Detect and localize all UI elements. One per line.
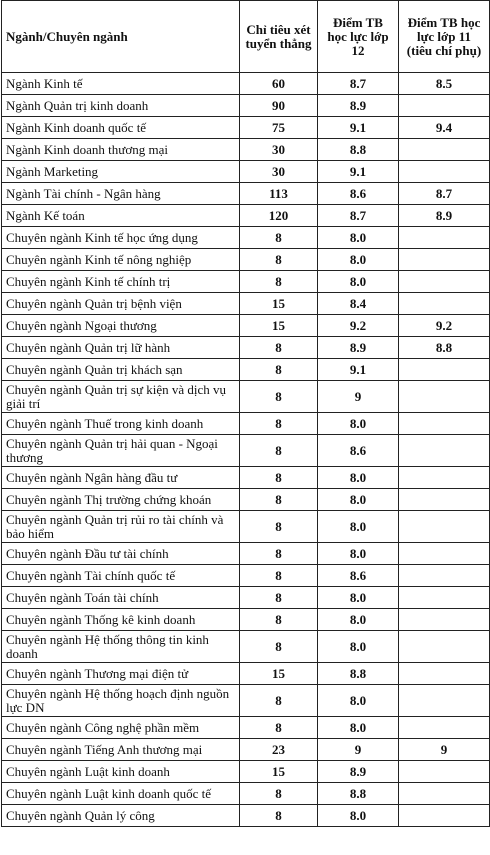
table-row [2,739,490,761]
gpa12-cell: 8.8 [318,663,399,685]
table-row [2,761,490,783]
gpa12-cell: 9.1 [318,359,399,381]
table-row [2,117,490,139]
quota-cell: 8 [240,565,318,587]
gpa12-cell: 8.0 [318,227,399,249]
major-name-cell: Chuyên ngành Quản trị rủi ro tài chính và bảo hiểm [2,511,240,543]
major-name-cell: Chuyên ngành Kinh tế nông nghiệp [2,249,240,271]
gpa11-cell: 9.2 [399,315,490,337]
gpa11-cell [399,227,490,249]
major-name-cell: Ngành Quản trị kinh doanh [2,95,240,117]
gpa11-cell [399,609,490,631]
gpa12-cell: 9 [318,739,399,761]
gpa12-cell: 8.0 [318,717,399,739]
major-name-cell: Chuyên ngành Quản lý công [2,805,240,827]
table-row [2,337,490,359]
quota-cell: 15 [240,315,318,337]
table-row [2,489,490,511]
gpa12-cell: 9 [318,381,399,413]
table-row [2,663,490,685]
table-row [2,381,490,413]
quota-cell: 8 [240,337,318,359]
gpa11-cell [399,685,490,717]
quota-cell: 8 [240,249,318,271]
quota-cell: 8 [240,631,318,663]
gpa11-cell [399,587,490,609]
table-row [2,467,490,489]
gpa11-cell [399,359,490,381]
gpa11-cell [399,543,490,565]
header-gpa12: Điểm TB học lực lớp 12 [318,1,399,73]
quota-cell: 30 [240,161,318,183]
table-row [2,249,490,271]
gpa11-cell [399,435,490,467]
major-name-cell: Chuyên ngành Tiếng Anh thương mại [2,739,240,761]
header-gpa11: Điểm TB học lực lớp 11 (tiêu chí phụ) [399,1,490,73]
table-row [2,685,490,717]
gpa12-cell: 8.0 [318,631,399,663]
quota-cell: 15 [240,761,318,783]
major-name-cell: Ngành Kinh doanh thương mại [2,139,240,161]
header-row [2,1,490,73]
quota-cell: 8 [240,587,318,609]
table-row [2,565,490,587]
major-name-cell: Ngành Marketing [2,161,240,183]
quota-cell: 8 [240,717,318,739]
major-name-cell: Chuyên ngành Luật kinh doanh [2,761,240,783]
gpa12-cell: 8.7 [318,73,399,95]
gpa11-cell [399,631,490,663]
gpa12-cell: 8.0 [318,685,399,717]
table-row [2,717,490,739]
quota-cell: 60 [240,73,318,95]
major-name-cell: Ngành Kế toán [2,205,240,227]
gpa12-cell: 8.7 [318,205,399,227]
major-name-cell: Chuyên ngành Hệ thống thông tin kinh doanh [2,631,240,663]
gpa11-cell [399,511,490,543]
quota-cell: 8 [240,783,318,805]
major-name-cell: Chuyên ngành Quản trị bệnh viện [2,293,240,315]
table-row [2,315,490,337]
table-row [2,161,490,183]
gpa12-cell: 8.0 [318,805,399,827]
gpa11-cell [399,161,490,183]
table-row [2,183,490,205]
gpa12-cell: 9.2 [318,315,399,337]
table-row [2,783,490,805]
gpa12-cell: 8.0 [318,489,399,511]
gpa11-cell: 8.5 [399,73,490,95]
quota-cell: 8 [240,609,318,631]
major-name-cell: Chuyên ngành Thuế trong kinh doanh [2,413,240,435]
gpa11-cell [399,293,490,315]
gpa11-cell [399,467,490,489]
gpa11-cell [399,139,490,161]
gpa12-cell: 8.6 [318,565,399,587]
header-major: Ngành/Chuyên ngành [2,1,240,73]
major-name-cell: Chuyên ngành Toán tài chính [2,587,240,609]
quota-cell: 8 [240,685,318,717]
table-row [2,413,490,435]
gpa12-cell: 8.0 [318,467,399,489]
major-name-cell: Chuyên ngành Tài chính quốc tế [2,565,240,587]
major-name-cell: Chuyên ngành Hệ thống hoạch định nguồn lực DN [2,685,240,717]
major-name-cell: Chuyên ngành Quản trị sự kiện và dịch vụ giải trí [2,381,240,413]
gpa12-cell: 8.0 [318,271,399,293]
gpa11-cell: 8.7 [399,183,490,205]
gpa12-cell: 8.0 [318,609,399,631]
quota-cell: 15 [240,293,318,315]
gpa12-cell: 8.0 [318,587,399,609]
quota-cell: 90 [240,95,318,117]
major-name-cell: Ngành Kinh tế [2,73,240,95]
table-row [2,293,490,315]
table-row [2,587,490,609]
gpa11-cell [399,95,490,117]
table-row [2,73,490,95]
gpa12-cell: 8.9 [318,761,399,783]
gpa11-cell: 8.9 [399,205,490,227]
gpa11-cell [399,805,490,827]
major-name-cell: Ngành Kinh doanh quốc tế [2,117,240,139]
admission-table [1,0,490,827]
header-quota: Chỉ tiêu xét tuyển thẳng [240,1,318,73]
gpa11-cell [399,565,490,587]
gpa11-cell [399,783,490,805]
gpa12-cell: 8.6 [318,183,399,205]
major-name-cell: Chuyên ngành Ngân hàng đầu tư [2,467,240,489]
gpa12-cell: 8.9 [318,95,399,117]
gpa12-cell: 8.0 [318,511,399,543]
gpa11-cell [399,489,490,511]
quota-cell: 8 [240,489,318,511]
quota-cell: 8 [240,543,318,565]
gpa12-cell: 8.8 [318,139,399,161]
gpa11-cell [399,413,490,435]
quota-cell: 8 [240,413,318,435]
table-row [2,359,490,381]
quota-cell: 8 [240,271,318,293]
table-row [2,805,490,827]
major-name-cell: Chuyên ngành Quản trị khách sạn [2,359,240,381]
gpa11-cell: 8.8 [399,337,490,359]
major-name-cell: Chuyên ngành Luật kinh doanh quốc tế [2,783,240,805]
quota-cell: 8 [240,435,318,467]
table-row [2,271,490,293]
table-row [2,609,490,631]
major-name-cell: Chuyên ngành Thống kê kinh doanh [2,609,240,631]
quota-cell: 8 [240,467,318,489]
major-name-cell: Chuyên ngành Công nghệ phần mềm [2,717,240,739]
quota-cell: 30 [240,139,318,161]
major-name-cell: Chuyên ngành Quản trị hải quan - Ngoại thương [2,435,240,467]
major-name-cell: Chuyên ngành Kinh tế học ứng dụng [2,227,240,249]
major-name-cell: Chuyên ngành Đầu tư tài chính [2,543,240,565]
table-row [2,435,490,467]
gpa11-cell: 9.4 [399,117,490,139]
gpa11-cell [399,761,490,783]
gpa12-cell: 8.9 [318,337,399,359]
quota-cell: 8 [240,227,318,249]
table-row [2,205,490,227]
gpa12-cell: 8.0 [318,249,399,271]
table-row [2,511,490,543]
quota-cell: 8 [240,359,318,381]
gpa12-cell: 9.1 [318,161,399,183]
major-name-cell: Chuyên ngành Ngoại thương [2,315,240,337]
major-name-cell: Chuyên ngành Quản trị lữ hành [2,337,240,359]
gpa11-cell [399,381,490,413]
gpa12-cell: 8.8 [318,783,399,805]
quota-cell: 8 [240,805,318,827]
gpa11-cell: 9 [399,739,490,761]
major-name-cell: Chuyên ngành Thị trường chứng khoán [2,489,240,511]
quota-cell: 113 [240,183,318,205]
gpa12-cell: 8.6 [318,435,399,467]
major-name-cell: Chuyên ngành Thương mại điện tử [2,663,240,685]
table-row [2,543,490,565]
gpa12-cell: 8.0 [318,413,399,435]
table-body [2,73,490,827]
gpa11-cell [399,717,490,739]
quota-cell: 8 [240,381,318,413]
gpa12-cell: 8.4 [318,293,399,315]
quota-cell: 120 [240,205,318,227]
quota-cell: 75 [240,117,318,139]
table-row [2,139,490,161]
major-name-cell: Chuyên ngành Kinh tế chính trị [2,271,240,293]
major-name-cell: Ngành Tài chính - Ngân hàng [2,183,240,205]
quota-cell: 23 [240,739,318,761]
gpa11-cell [399,663,490,685]
gpa12-cell: 9.1 [318,117,399,139]
table-row [2,227,490,249]
quota-cell: 15 [240,663,318,685]
gpa12-cell: 8.0 [318,543,399,565]
quota-cell: 8 [240,511,318,543]
gpa11-cell [399,271,490,293]
table-row [2,95,490,117]
gpa11-cell [399,249,490,271]
table-row [2,631,490,663]
